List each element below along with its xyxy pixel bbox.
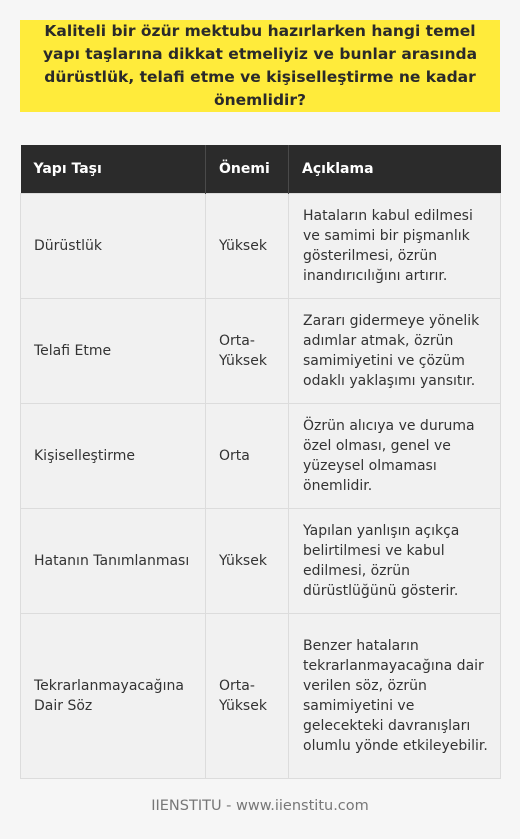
cell-importance: Orta (206, 403, 289, 508)
table-header-row (21, 145, 501, 193)
cell-description: Benzer hataların tekrarlanmayacağına dair verilen söz, özrün samimiyetini ve gelecekteki davranışları olumlu yönde etkileyebilir. (289, 613, 501, 778)
question-text: Kaliteli bir özür mektubu hazırlarken hangi temel yapı taşlarına dikkat etmeliyiz ve bunlar arasında dürüstlük, telafi etme ve kişiselleştirme ne kadar önemlidir? (42, 22, 478, 109)
cell-item: Hatanın Tanımlanması (21, 508, 206, 613)
cell-item: Kişiselleştirme (21, 403, 206, 508)
cell-item: Telafi Etme (21, 298, 206, 403)
column-header-description: Açıklama (289, 145, 501, 193)
cell-description: Zararı gidermeye yönelik adımlar atmak, özrün samimiyetini ve çözüm odaklı yaklaşımı yansıtır. (289, 298, 501, 403)
cell-description: Hataların kabul edilmesi ve samimi bir pişmanlık gösterilmesi, özrün inandırıcılığını artırır. (289, 193, 501, 298)
table-row (21, 403, 501, 508)
cell-importance: Orta-Yüksek (206, 613, 289, 778)
table-body (21, 193, 501, 778)
question-banner (20, 20, 500, 112)
apology-building-blocks-table (20, 145, 501, 779)
table-row (21, 613, 501, 778)
table-row (21, 193, 501, 298)
cell-importance: Yüksek (206, 508, 289, 613)
cell-item: Tekrarlanmayacağına Dair Söz (21, 613, 206, 778)
table-header (21, 145, 501, 193)
cell-description: Özrün alıcıya ve duruma özel olması, genel ve yüzeysel olmaması önemlidir. (289, 403, 501, 508)
cell-description: Yapılan yanlışın açıkça belirtilmesi ve kabul edilmesi, özrün dürüstlüğünü gösterir. (289, 508, 501, 613)
column-header-importance: Önemi (206, 145, 289, 193)
apology-building-blocks-table-container (20, 145, 500, 779)
cell-item: Dürüstlük (21, 193, 206, 298)
cell-importance: Orta-Yüksek (206, 298, 289, 403)
table-row (21, 508, 501, 613)
table-row (21, 298, 501, 403)
footer-credit: IIENSTITU - www.iienstitu.com (151, 798, 369, 814)
cell-importance: Yüksek (206, 193, 289, 298)
column-header-item: Yapı Taşı (21, 145, 206, 193)
